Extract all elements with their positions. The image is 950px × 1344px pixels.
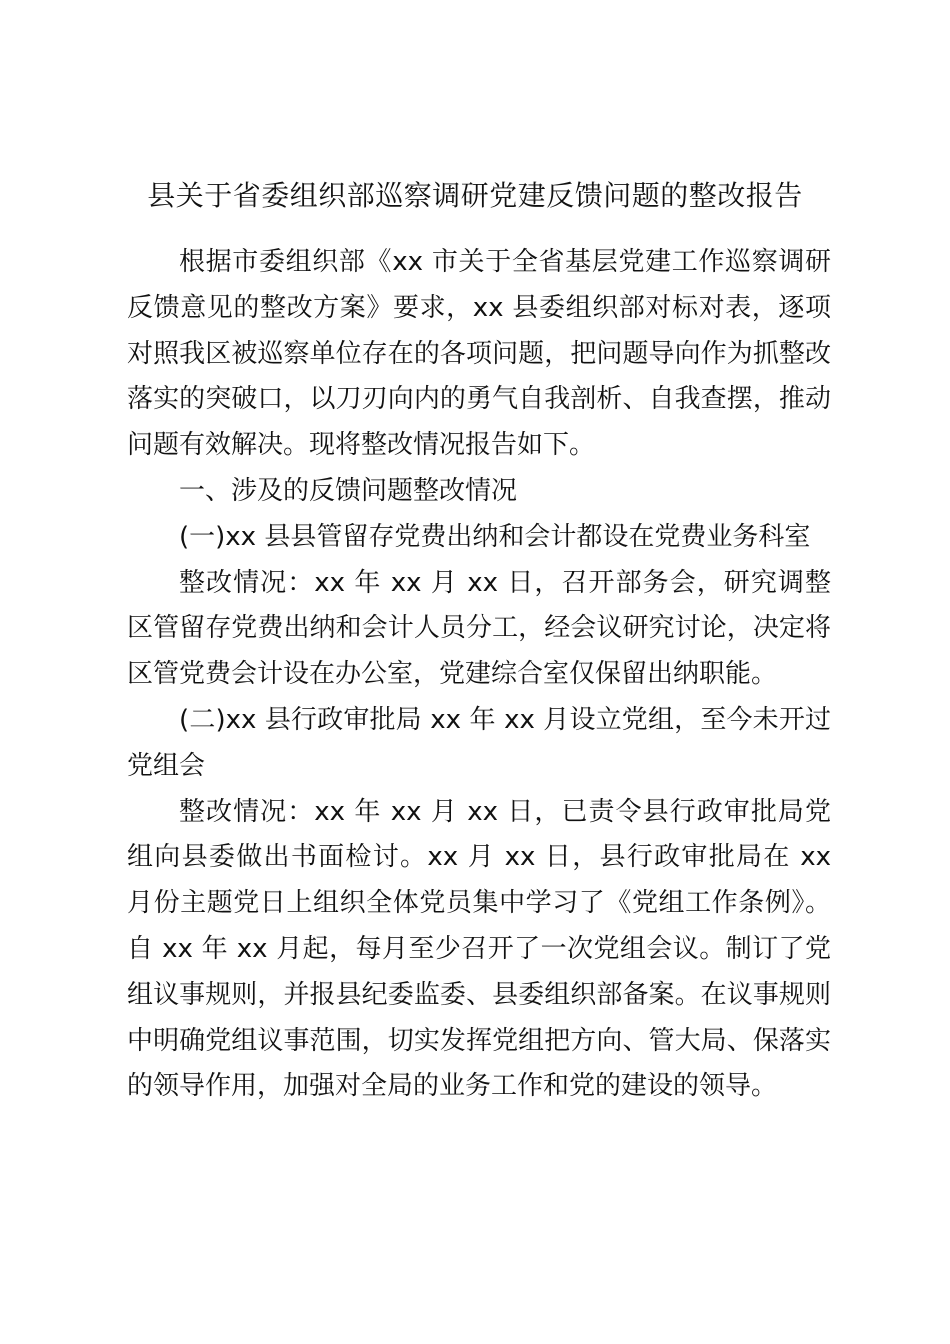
section-heading: 一、涉及的反馈问题整改情况 bbox=[179, 475, 518, 506]
document-body bbox=[127, 240, 831, 1110]
intro-paragraph: 根据市委组织部《xx 市关于全省基层党建工作巡察调研反馈意见的整改方案》要求，xx 县委组织部对标对表，逐项对照我区被巡察单位存在的各项问题，把问题导向作为抓整改落实的突破口，以刀刃向内的勇气自我剖析、自我查摆，推动问题有效解决。现将整改情况报告如下。 bbox=[127, 247, 831, 461]
rectification-paragraph-2: 整改情况：xx 年 xx 月 xx 日，已责令县行政审批局党组向县委做出书面检讨。xx 月 xx 日，县行政审批局在 xx 月份主题党日上组织全体党员集中学习了《党组工作条例》。自 xx 年 xx 月起，每月至少召开了一次党组会议。制订了党组议事规则，并报县纪委监委、县委组织部备案。在议事规则中明确党组议事范围，切实发挥党组把方向、管大局、保落实的领导作用，加强对全局的业务工作和党的建设的领导。 bbox=[127, 796, 831, 1102]
issue-heading-1: (一)xx 县县管留存党费出纳和会计都设在党费业务科室 bbox=[179, 521, 811, 552]
issue-heading-2: (二)xx 县行政审批局 xx 年 xx 月设立党组，至今未开过党组会 bbox=[127, 704, 831, 781]
document-title: 县关于省委组织部巡察调研党建反馈问题的整改报告 bbox=[147, 179, 803, 212]
rectification-paragraph-1: 整改情况：xx 年 xx 月 xx 日，召开部务会，研究调整区管留存党费出纳和会计人员分工，经会议研究讨论，决定将区管党费会计设在办公室，党建综合室仅保留出纳职能。 bbox=[127, 567, 831, 690]
